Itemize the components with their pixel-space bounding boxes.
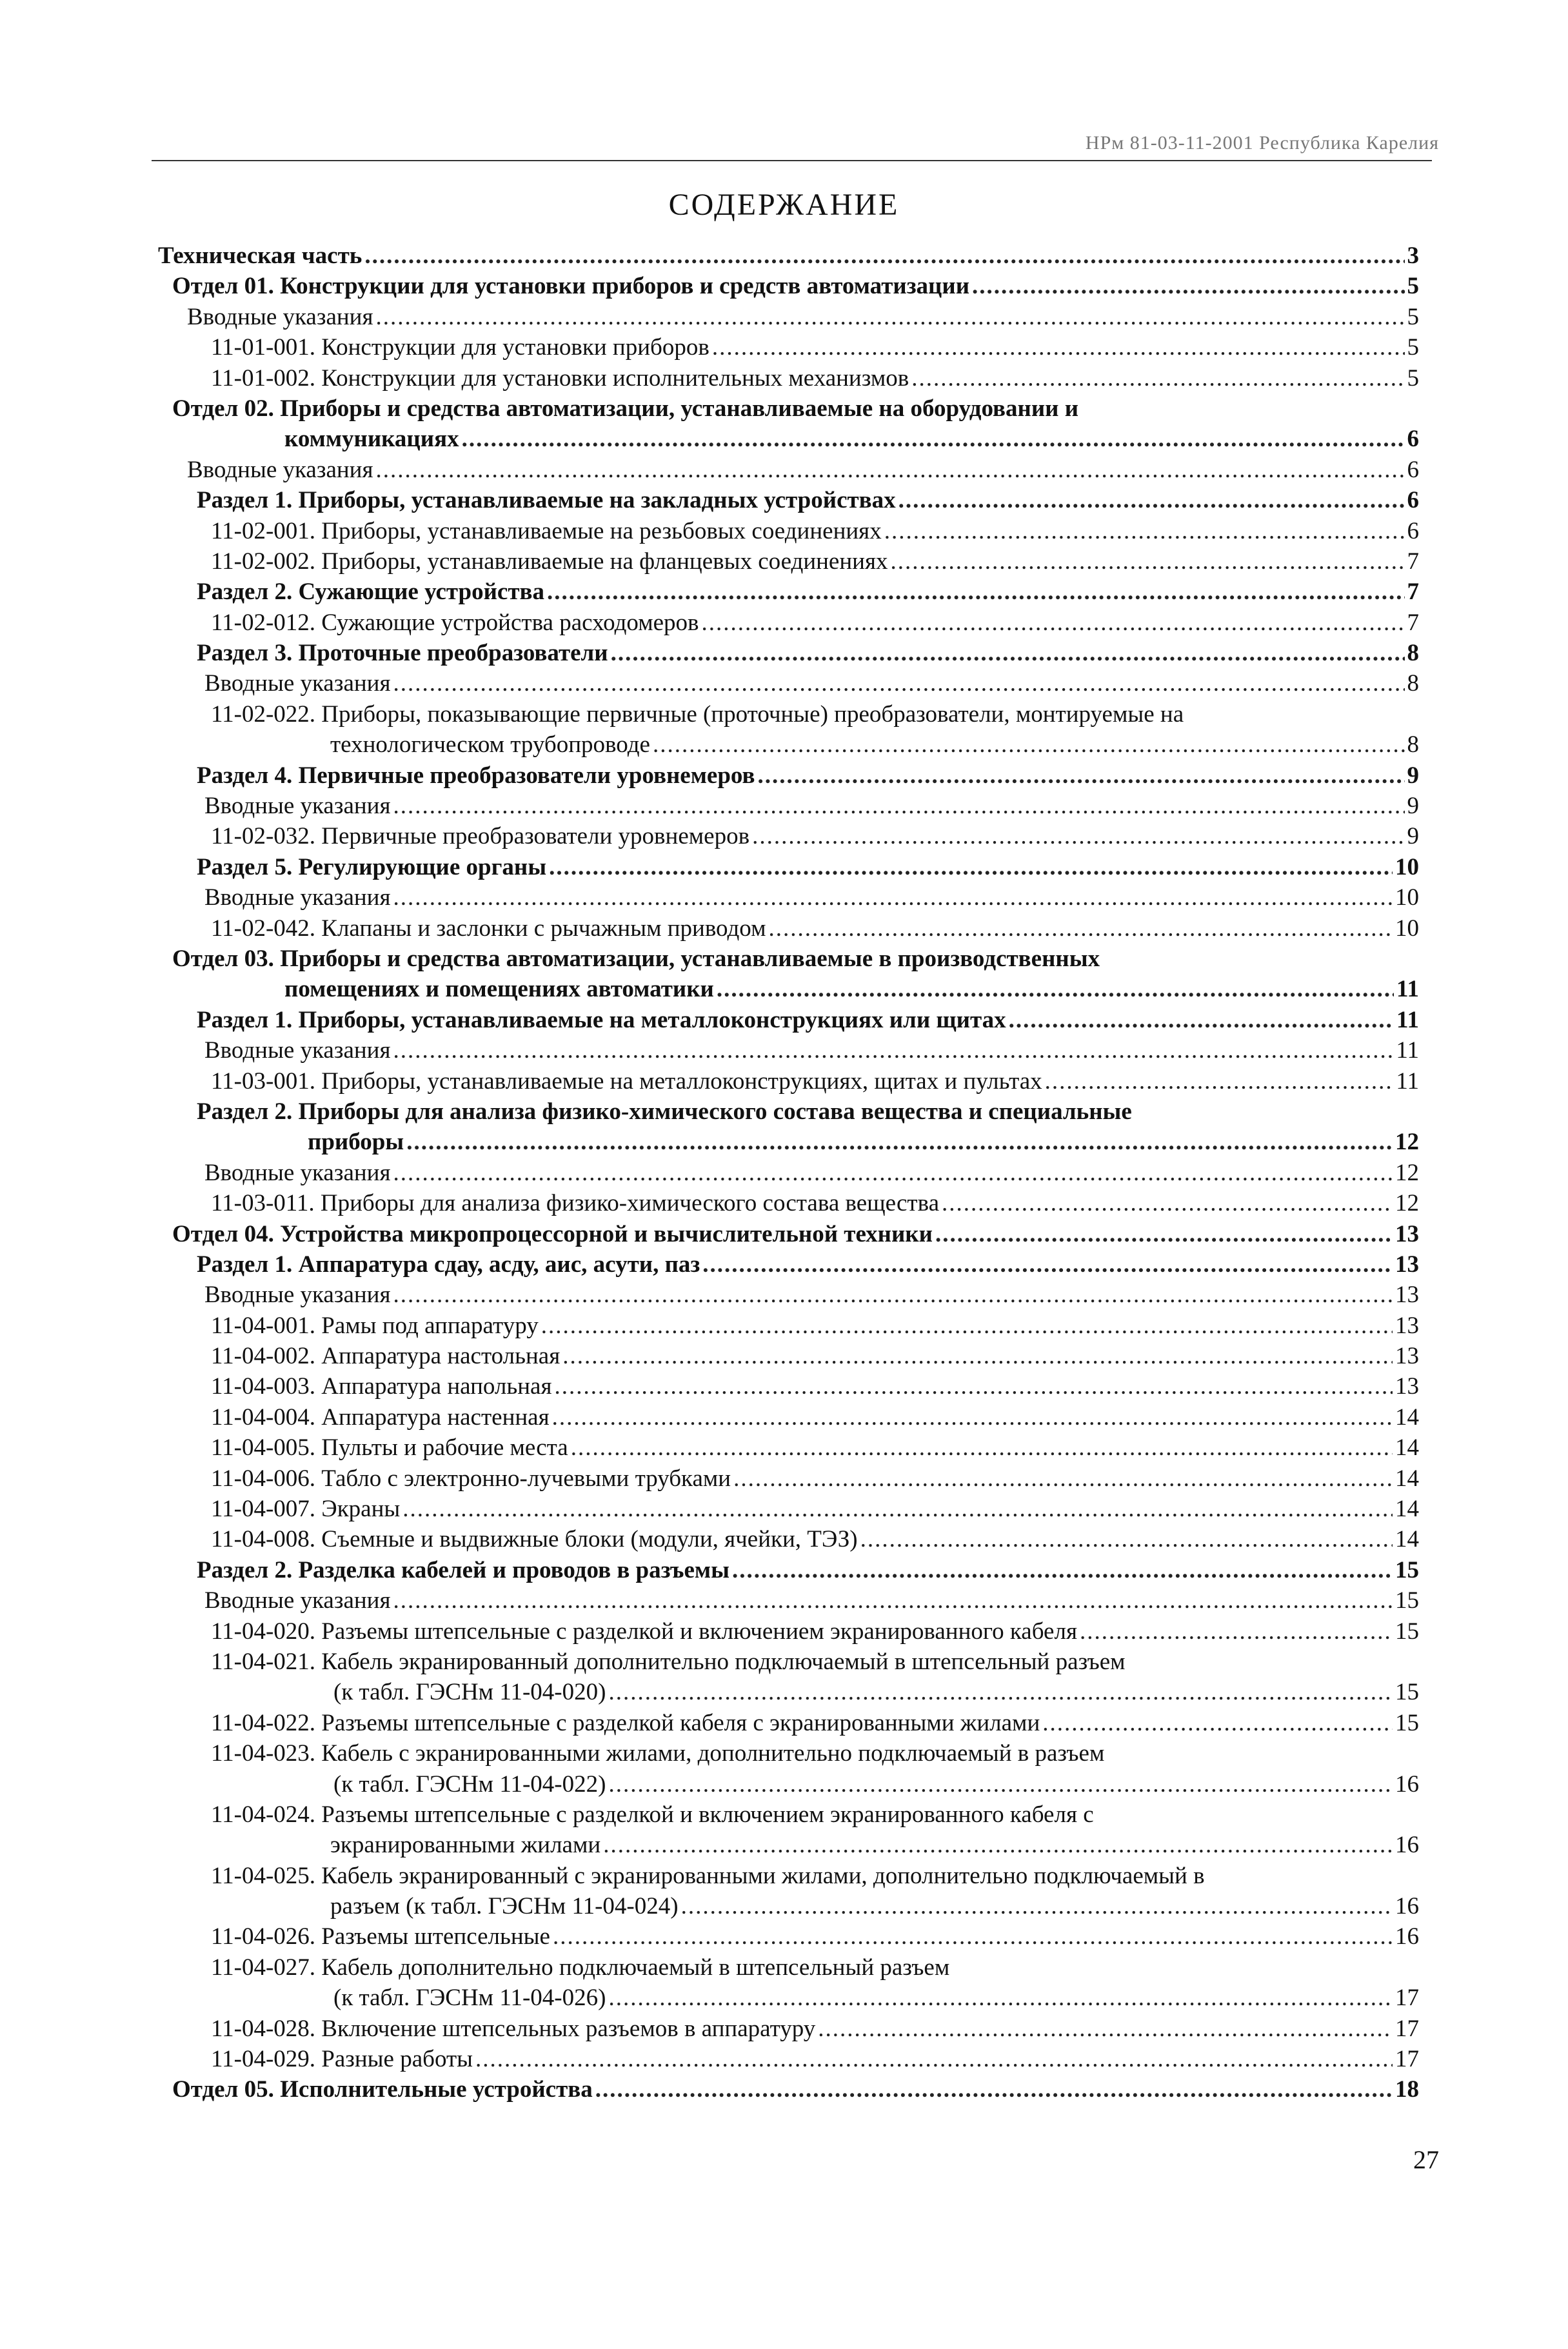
toc-entry-page: 11 bbox=[1396, 976, 1419, 1003]
toc-entry-page: 16 bbox=[1395, 1923, 1419, 1950]
dot-leader bbox=[769, 913, 1393, 944]
toc-entry-title: Техническая часть bbox=[158, 243, 362, 269]
toc-entry bbox=[158, 1769, 1419, 1799]
toc-entry-first-line bbox=[158, 1799, 1419, 1830]
toc-entry bbox=[158, 729, 1419, 760]
toc-entry-page: 6 bbox=[1407, 456, 1419, 483]
toc-entry bbox=[158, 1371, 1419, 1402]
toc-entry-page: 17 bbox=[1395, 1985, 1419, 2012]
toc-entry-page: 17 bbox=[1395, 2046, 1419, 2073]
toc-entry bbox=[158, 241, 1419, 271]
toc-entry-page: 14 bbox=[1395, 1526, 1419, 1553]
toc-entry-page: 12 bbox=[1395, 1129, 1419, 1156]
toc-entry bbox=[158, 882, 1419, 913]
toc-entry-title: (к табл. ГЭСНм 11-04-026) bbox=[333, 1985, 606, 2012]
toc-entry-title: Вводные указания bbox=[204, 1159, 391, 1186]
toc-entry bbox=[158, 1158, 1419, 1188]
toc-entry-title: Раздел 5. Регулирующие органы bbox=[197, 853, 547, 880]
toc-entry bbox=[158, 2074, 1419, 2105]
toc-entry-title: 11-04-008. Съемные и выдвижные блоки (модули, ячейки, ТЭЗ) bbox=[211, 1526, 858, 1553]
dot-leader bbox=[553, 1921, 1393, 1952]
toc-entry-title: 11-04-020. Разъемы штепсельные с разделкой и включением экранированного кабеля bbox=[211, 1618, 1077, 1645]
toc-entry-page: 14 bbox=[1395, 1465, 1419, 1492]
dot-leader bbox=[1080, 1616, 1393, 1647]
toc-entry-first-line bbox=[158, 699, 1419, 729]
page-title: СОДЕРЖАНИЕ bbox=[668, 188, 900, 222]
dot-leader bbox=[595, 2074, 1393, 2105]
toc-entry bbox=[158, 1432, 1419, 1463]
toc-entry bbox=[158, 424, 1419, 454]
dot-leader bbox=[402, 1494, 1393, 1524]
dot-leader bbox=[393, 1035, 1393, 1065]
toc-entry-title: Отдел 05. Исполнительные устройства bbox=[172, 2076, 593, 2103]
toc-entry-title: Отдел 01. Конструкции для установки приборов и средств автоматизации bbox=[172, 273, 970, 300]
toc-entry-page: 16 bbox=[1395, 1893, 1419, 1920]
toc-entry bbox=[158, 1311, 1419, 1341]
dot-leader bbox=[752, 821, 1404, 851]
dot-leader bbox=[462, 424, 1405, 454]
toc-entry-first-line bbox=[158, 944, 1419, 974]
table-of-contents bbox=[158, 241, 1419, 2105]
toc-entry-page: 12 bbox=[1395, 1190, 1419, 1217]
toc-entry bbox=[158, 332, 1419, 362]
toc-entry-title: 11-04-004. Аппаратура настенная bbox=[211, 1403, 550, 1431]
toc-entry-page: 12 bbox=[1395, 1159, 1419, 1186]
toc-entry-page: 15 bbox=[1395, 1679, 1419, 1706]
dot-leader bbox=[406, 1127, 1393, 1157]
toc-entry-title: (к табл. ГЭСНм 11-04-020) bbox=[333, 1679, 606, 1706]
dot-leader bbox=[898, 485, 1405, 515]
dot-leader bbox=[653, 729, 1405, 760]
toc-entry bbox=[158, 1921, 1419, 1952]
toc-entry-title: коммуникациях bbox=[284, 426, 459, 453]
toc-entry bbox=[158, 1127, 1419, 1157]
toc-entry-title: 11-04-003. Аппаратура напольная bbox=[211, 1373, 552, 1400]
toc-entry bbox=[158, 1830, 1419, 1860]
toc-entry-page: 9 bbox=[1407, 823, 1419, 850]
toc-entry bbox=[158, 302, 1419, 332]
toc-entry-page: 6 bbox=[1407, 517, 1419, 544]
dot-leader bbox=[364, 241, 1404, 271]
dot-leader bbox=[717, 974, 1394, 1004]
dot-leader bbox=[712, 332, 1405, 362]
toc-entry-page: 9 bbox=[1407, 762, 1419, 789]
toc-entry-title: 11-04-027. Кабель дополнительно подключаемый в штепсельный разъем bbox=[211, 1954, 950, 1981]
toc-entry-page: 5 bbox=[1407, 364, 1419, 392]
toc-entry-page: 13 bbox=[1395, 1251, 1419, 1278]
toc-entry bbox=[158, 913, 1419, 944]
toc-entry-page: 15 bbox=[1395, 1709, 1419, 1736]
toc-entry-title: 11-01-001. Конструкции для установки приборов bbox=[211, 334, 710, 361]
toc-entry-title: Вводные указания bbox=[204, 884, 391, 911]
toc-entry-first-line bbox=[158, 1738, 1419, 1769]
toc-entry-page: 16 bbox=[1395, 1770, 1419, 1798]
dot-leader bbox=[942, 1188, 1393, 1218]
dot-leader bbox=[758, 760, 1405, 791]
toc-entry-page: 13 bbox=[1395, 1312, 1419, 1339]
toc-entry-page: 13 bbox=[1395, 1220, 1419, 1247]
toc-entry bbox=[158, 1035, 1419, 1065]
dot-leader bbox=[375, 302, 1404, 332]
toc-entry-page: 5 bbox=[1407, 334, 1419, 361]
toc-entry bbox=[158, 668, 1419, 699]
toc-entry-title: 11-01-002. Конструкции для установки исполнительных механизмов bbox=[211, 364, 909, 392]
toc-entry-title: 11-04-005. Пульты и рабочие места bbox=[211, 1434, 568, 1462]
toc-entry-first-line bbox=[158, 1096, 1419, 1127]
toc-entry-page: 10 bbox=[1395, 853, 1419, 880]
toc-entry-title: Раздел 3. Проточные преобразователи bbox=[197, 640, 608, 667]
toc-entry-page: 8 bbox=[1407, 670, 1419, 697]
toc-entry bbox=[158, 1219, 1419, 1249]
dot-leader bbox=[818, 2014, 1393, 2044]
toc-entry bbox=[158, 1708, 1419, 1738]
toc-entry bbox=[158, 1463, 1419, 1494]
dot-leader bbox=[393, 1280, 1393, 1310]
toc-entry-title: 11-04-007. Экраны bbox=[211, 1496, 401, 1523]
toc-entry-page: 11 bbox=[1396, 1006, 1419, 1033]
toc-entry-title: 11-04-026. Разъемы штепсельные bbox=[211, 1923, 550, 1950]
toc-entry-title: 11-04-023. Кабель с экранированными жилами, дополнительно подключаемый в разъем bbox=[211, 1740, 1105, 1767]
dot-leader bbox=[1009, 1005, 1394, 1035]
running-header: НРм 81-03-11-2001 Республика Карелия bbox=[1085, 132, 1439, 154]
dot-leader bbox=[554, 1371, 1393, 1402]
toc-entry bbox=[158, 1188, 1419, 1218]
dot-leader bbox=[911, 363, 1404, 393]
dot-leader bbox=[972, 271, 1404, 301]
toc-entry bbox=[158, 2044, 1419, 2074]
dot-leader bbox=[541, 1311, 1393, 1341]
toc-entry bbox=[158, 1494, 1419, 1524]
toc-entry-page: 13 bbox=[1395, 1373, 1419, 1400]
toc-entry-title: Вводные указания bbox=[204, 670, 391, 697]
toc-entry-title: Вводные указания bbox=[204, 1282, 391, 1309]
dot-leader bbox=[702, 608, 1405, 638]
dot-leader bbox=[608, 1769, 1393, 1799]
toc-entry-title: приборы bbox=[308, 1129, 404, 1156]
toc-entry-title: Раздел 1. Приборы, устанавливаемые на закладных устройствах bbox=[197, 487, 896, 514]
toc-entry-title: Раздел 4. Первичные преобразователи уровнемеров bbox=[197, 762, 755, 789]
dot-leader bbox=[393, 1158, 1393, 1188]
toc-entry-title: 11-02-032. Первичные преобразователи уровнемеров bbox=[211, 823, 750, 850]
toc-entry-title: 11-04-006. Табло с электронно-лучевыми трубками bbox=[211, 1465, 731, 1492]
dot-leader bbox=[475, 2044, 1393, 2074]
toc-entry-title: Вводные указания bbox=[204, 1037, 391, 1064]
toc-entry-page: 8 bbox=[1407, 640, 1419, 667]
dot-leader bbox=[393, 1585, 1393, 1616]
dot-leader bbox=[733, 1463, 1393, 1494]
dot-leader bbox=[547, 577, 1405, 607]
dot-leader bbox=[393, 668, 1404, 699]
toc-entry-title: 11-04-024. Разъемы штепсельные с разделкой и включением экранированного кабеля с bbox=[211, 1801, 1094, 1828]
toc-entry bbox=[158, 1249, 1419, 1280]
toc-entry-title: 11-04-025. Кабель экранированный с экранированными жилами, дополнительно подключаемый в bbox=[211, 1862, 1205, 1889]
toc-entry-title: Раздел 2. Разделка кабелей и проводов в разъемы bbox=[197, 1556, 729, 1583]
toc-entry bbox=[158, 1280, 1419, 1310]
toc-entry bbox=[158, 455, 1419, 485]
toc-entry-page: 13 bbox=[1395, 1282, 1419, 1309]
toc-entry bbox=[158, 821, 1419, 851]
toc-entry-title: Отдел 03. Приборы и средства автоматизации, устанавливаемые в производственных bbox=[172, 945, 1100, 972]
toc-entry-title: помещениях и помещениях автоматики bbox=[284, 976, 714, 1003]
dot-leader bbox=[1045, 1066, 1394, 1096]
toc-entry-title: экранированными жилами bbox=[330, 1832, 601, 1859]
dot-leader bbox=[393, 791, 1404, 821]
toc-entry-title: 11-02-042. Клапаны и заслонки с рычажным приводом bbox=[211, 915, 766, 942]
dot-leader bbox=[552, 1402, 1393, 1432]
toc-entry bbox=[158, 1616, 1419, 1647]
toc-entry-title: Вводные указания bbox=[204, 1587, 391, 1614]
toc-entry-title: Раздел 2. Приборы для анализа физико-химического состава вещества и специальные bbox=[197, 1098, 1132, 1125]
dot-leader bbox=[608, 1983, 1393, 2013]
toc-entry-page: 6 bbox=[1407, 487, 1419, 514]
toc-entry-page: 5 bbox=[1407, 303, 1419, 330]
toc-entry bbox=[158, 2014, 1419, 2044]
dot-leader bbox=[860, 1524, 1393, 1554]
toc-entry-page: 14 bbox=[1395, 1496, 1419, 1523]
toc-entry-page: 9 bbox=[1407, 793, 1419, 820]
toc-entry-page: 14 bbox=[1395, 1434, 1419, 1462]
toc-entry-page: 7 bbox=[1407, 548, 1419, 575]
toc-entry-title: 11-04-021. Кабель экранированный дополнительно подключаемый в штепсельный разъем bbox=[211, 1648, 1126, 1675]
dot-leader bbox=[935, 1219, 1393, 1249]
toc-entry-title: 11-03-001. Приборы, устанавливаемые на металлоконструкциях, щитах и пультах bbox=[211, 1067, 1042, 1095]
dot-leader bbox=[549, 852, 1393, 882]
toc-entry-title: Вводные указания bbox=[187, 456, 373, 483]
toc-entry-title: (к табл. ГЭСНм 11-04-022) bbox=[333, 1770, 606, 1798]
toc-entry-title: Раздел 1. Аппаратура сдау, асду, аис, асути, паз bbox=[197, 1251, 700, 1278]
toc-entry-page: 18 bbox=[1395, 2076, 1419, 2103]
toc-entry-page: 13 bbox=[1395, 1343, 1419, 1370]
toc-entry-title: 11-02-001. Приборы, устанавливаемые на резьбовых соединениях bbox=[211, 517, 882, 544]
toc-entry-title: 11-04-022. Разъемы штепсельные с разделкой кабеля с экранированными жилами bbox=[211, 1709, 1040, 1736]
dot-leader bbox=[603, 1830, 1393, 1860]
dot-leader bbox=[611, 638, 1405, 668]
toc-entry-page: 6 bbox=[1407, 426, 1419, 453]
dot-leader bbox=[393, 882, 1393, 913]
toc-entry bbox=[158, 1524, 1419, 1554]
toc-entry bbox=[158, 608, 1419, 638]
toc-entry-page: 17 bbox=[1395, 2015, 1419, 2042]
toc-entry-first-line bbox=[158, 393, 1419, 424]
toc-entry bbox=[158, 577, 1419, 607]
toc-entry bbox=[158, 1585, 1419, 1616]
toc-entry bbox=[158, 638, 1419, 668]
toc-entry-page: 16 bbox=[1395, 1832, 1419, 1859]
toc-entry-title: Отдел 02. Приборы и средства автоматизации, устанавливаемые на оборудовании и bbox=[172, 395, 1079, 422]
toc-entry-page: 3 bbox=[1407, 243, 1419, 269]
toc-entry-title: Вводные указания bbox=[187, 303, 373, 330]
dot-leader bbox=[732, 1555, 1393, 1585]
dot-leader bbox=[884, 516, 1405, 546]
toc-entry-page: 8 bbox=[1407, 731, 1419, 758]
dot-leader bbox=[1042, 1708, 1393, 1738]
toc-entry-title: Раздел 1. Приборы, устанавливаемые на металлоконструкциях или щитах bbox=[197, 1006, 1006, 1033]
toc-entry bbox=[158, 271, 1419, 301]
header-rule bbox=[152, 160, 1432, 161]
toc-entry bbox=[158, 363, 1419, 393]
toc-entry-title: 11-02-012. Сужающие устройства расходомеров bbox=[211, 609, 699, 636]
toc-entry-page: 10 bbox=[1395, 915, 1419, 942]
toc-entry-page: 11 bbox=[1396, 1037, 1419, 1064]
toc-entry-title: Раздел 2. Сужающие устройства bbox=[197, 579, 544, 606]
toc-entry bbox=[158, 760, 1419, 791]
toc-entry-page: 15 bbox=[1395, 1587, 1419, 1614]
dot-leader bbox=[608, 1677, 1393, 1707]
toc-entry-title: 11-04-029. Разные работы bbox=[211, 2046, 473, 2073]
toc-entry-first-line bbox=[158, 1647, 1419, 1677]
toc-entry-title: 11-02-002. Приборы, устанавливаемые на фланцевых соединениях bbox=[211, 548, 888, 575]
dot-leader bbox=[681, 1891, 1393, 1921]
toc-entry bbox=[158, 546, 1419, 577]
toc-entry bbox=[158, 1677, 1419, 1707]
toc-entry bbox=[158, 1066, 1419, 1096]
toc-entry-title: технологическом трубопроводе bbox=[330, 731, 650, 758]
toc-entry-page: 11 bbox=[1396, 1067, 1419, 1095]
toc-entry-page: 10 bbox=[1395, 884, 1419, 911]
toc-entry-title: Отдел 04. Устройства микропроцессорной и вычислительной техники bbox=[172, 1220, 933, 1247]
toc-entry bbox=[158, 1402, 1419, 1432]
toc-entry-page: 14 bbox=[1395, 1403, 1419, 1431]
toc-entry bbox=[158, 1983, 1419, 2013]
toc-entry-page: 15 bbox=[1395, 1556, 1419, 1583]
toc-entry-first-line bbox=[158, 1861, 1419, 1891]
toc-entry-page: 7 bbox=[1407, 579, 1419, 606]
dot-leader bbox=[562, 1341, 1393, 1371]
toc-entry-title: 11-04-002. Аппаратура настольная bbox=[211, 1343, 561, 1370]
toc-entry bbox=[158, 1341, 1419, 1371]
dot-leader bbox=[375, 455, 1404, 485]
toc-entry bbox=[158, 1891, 1419, 1921]
toc-entry bbox=[158, 485, 1419, 515]
toc-entry-title: 11-02-022. Приборы, показывающие первичные (проточные) преобразователи, монтируемые на bbox=[211, 700, 1184, 728]
toc-entry bbox=[158, 1555, 1419, 1585]
toc-entry bbox=[158, 852, 1419, 882]
toc-entry bbox=[158, 516, 1419, 546]
toc-entry bbox=[158, 974, 1419, 1004]
toc-entry-page: 5 bbox=[1407, 273, 1419, 300]
toc-entry-title: Вводные указания bbox=[204, 793, 391, 820]
toc-entry-title: 11-04-028. Включение штепсельных разъемов в аппаратуру bbox=[211, 2015, 816, 2042]
toc-entry-title: 11-04-001. Рамы под аппаратуру bbox=[211, 1312, 539, 1339]
toc-entry bbox=[158, 1005, 1419, 1035]
toc-entry-title: 11-03-011. Приборы для анализа физико-химического состава вещества bbox=[211, 1190, 940, 1217]
dot-leader bbox=[571, 1432, 1393, 1463]
dot-leader bbox=[702, 1249, 1393, 1280]
toc-entry-first-line bbox=[158, 1952, 1419, 1983]
toc-entry-title: разъем (к табл. ГЭСНм 11-04-024) bbox=[330, 1893, 679, 1920]
dot-leader bbox=[890, 546, 1404, 577]
toc-entry-page: 15 bbox=[1395, 1618, 1419, 1645]
toc-entry-page: 7 bbox=[1407, 609, 1419, 636]
toc-entry bbox=[158, 791, 1419, 821]
page-number: 27 bbox=[1413, 2145, 1439, 2174]
